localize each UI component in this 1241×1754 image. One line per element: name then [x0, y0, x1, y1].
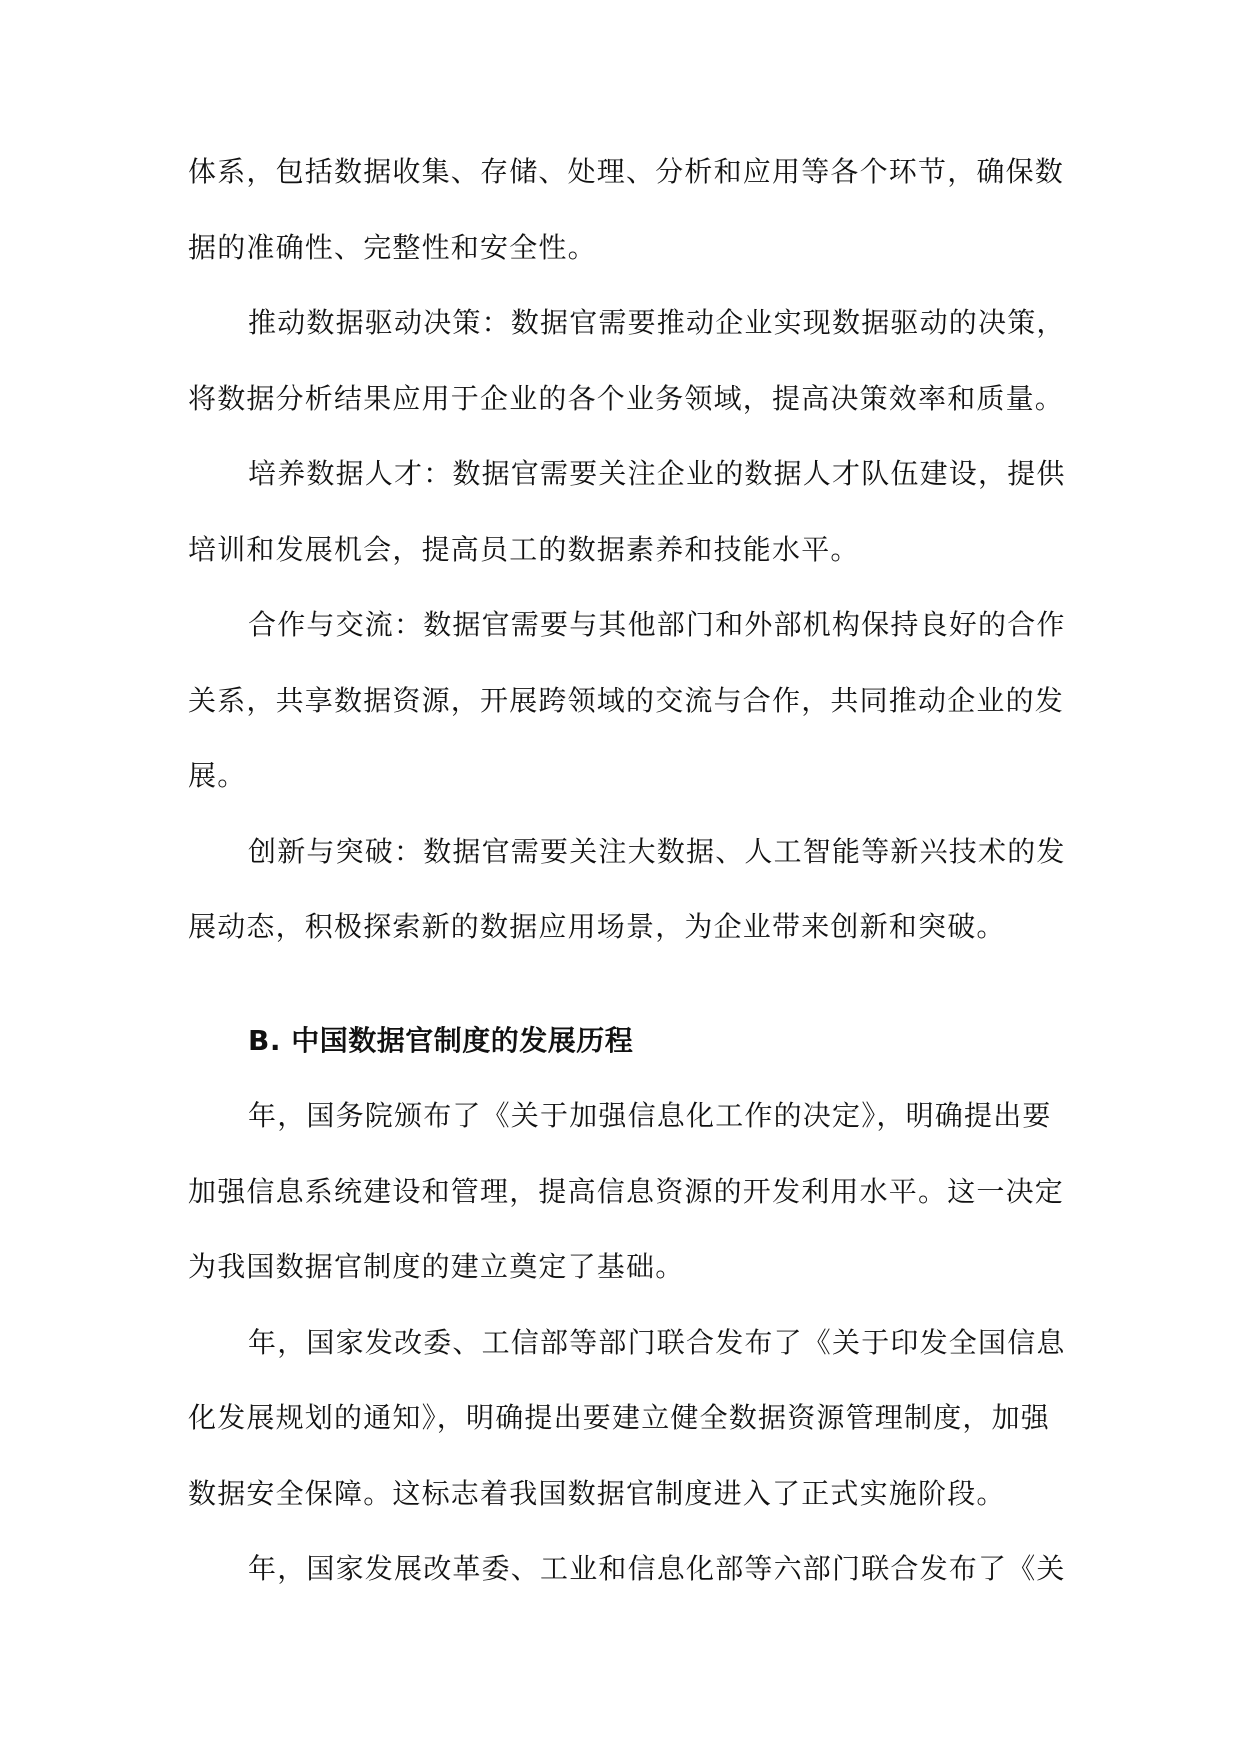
- text-line: 创新与突破：数据官需要关注大数据、人工智能等新兴技术的发: [248, 834, 1066, 868]
- text-line: 展。: [188, 759, 247, 792]
- text-line: 推动数据驱动决策：数据官需要推动企业实现数据驱动的决策，: [248, 306, 1066, 339]
- paragraph-six-departments: [188, 1539, 1066, 1615]
- paragraph-cooperation: [188, 595, 1066, 822]
- paragraph-data-talent: [188, 444, 1066, 595]
- text-line: 为我国数据官制度的建立奠定了基础。: [188, 1250, 685, 1283]
- text-line: 数据安全保障。这标志着我国数据官制度进入了正式实施阶段。: [188, 1476, 1006, 1510]
- text-line: 培训和发展机会，提高员工的数据素养和技能水平。: [188, 532, 860, 566]
- paragraph-innovation: [188, 822, 1066, 973]
- text-line: 据的准确性、完整性和安全性。: [188, 230, 597, 264]
- text-line: 将数据分析结果应用于企业的各个业务领域，提高决策效率和质量。: [188, 381, 1065, 415]
- section-heading: B. 中国数据官制度的发展历程: [248, 1023, 634, 1057]
- paragraph-informatization-plan: [188, 1313, 1066, 1540]
- text-line: 体系，包括数据收集、存储、处理、分析和应用等各个环节，确保数: [188, 155, 1065, 188]
- text-line: 年，国务院颁布了《关于加强信息化工作的决定》，明确提出要: [248, 1099, 1052, 1132]
- text-line: 合作与交流：数据官需要与其他部门和外部机构保持良好的合作: [248, 608, 1066, 641]
- document-body: [188, 142, 1066, 1615]
- text-line: 化发展规划的通知》，明确提出要建立健全数据资源管理制度，加强: [188, 1401, 1051, 1434]
- text-line: 培养数据人才：数据官需要关注企业的数据人才队伍建设，提供: [248, 457, 1066, 490]
- paragraph-data-system: [188, 142, 1065, 293]
- paragraph-data-driven-decision: [188, 293, 1066, 444]
- text-line: 关系，共享数据资源，开展跨领域的交流与合作，共同推动企业的发: [188, 683, 1065, 717]
- text-line: 年，国家发改委、工信部等部门联合发布了《关于印发全国信息: [248, 1325, 1066, 1359]
- text-line: 年，国家发展改革委、工业和信息化部等六部门联合发布了《关: [248, 1552, 1066, 1585]
- text-line: 加强信息系统建设和管理，提高信息资源的开发利用水平。这一决定: [188, 1174, 1065, 1208]
- text-line: 展动态，积极探索新的数据应用场景，为企业带来创新和突破。: [188, 910, 1006, 943]
- paragraph-state-council-decision: [188, 1086, 1065, 1313]
